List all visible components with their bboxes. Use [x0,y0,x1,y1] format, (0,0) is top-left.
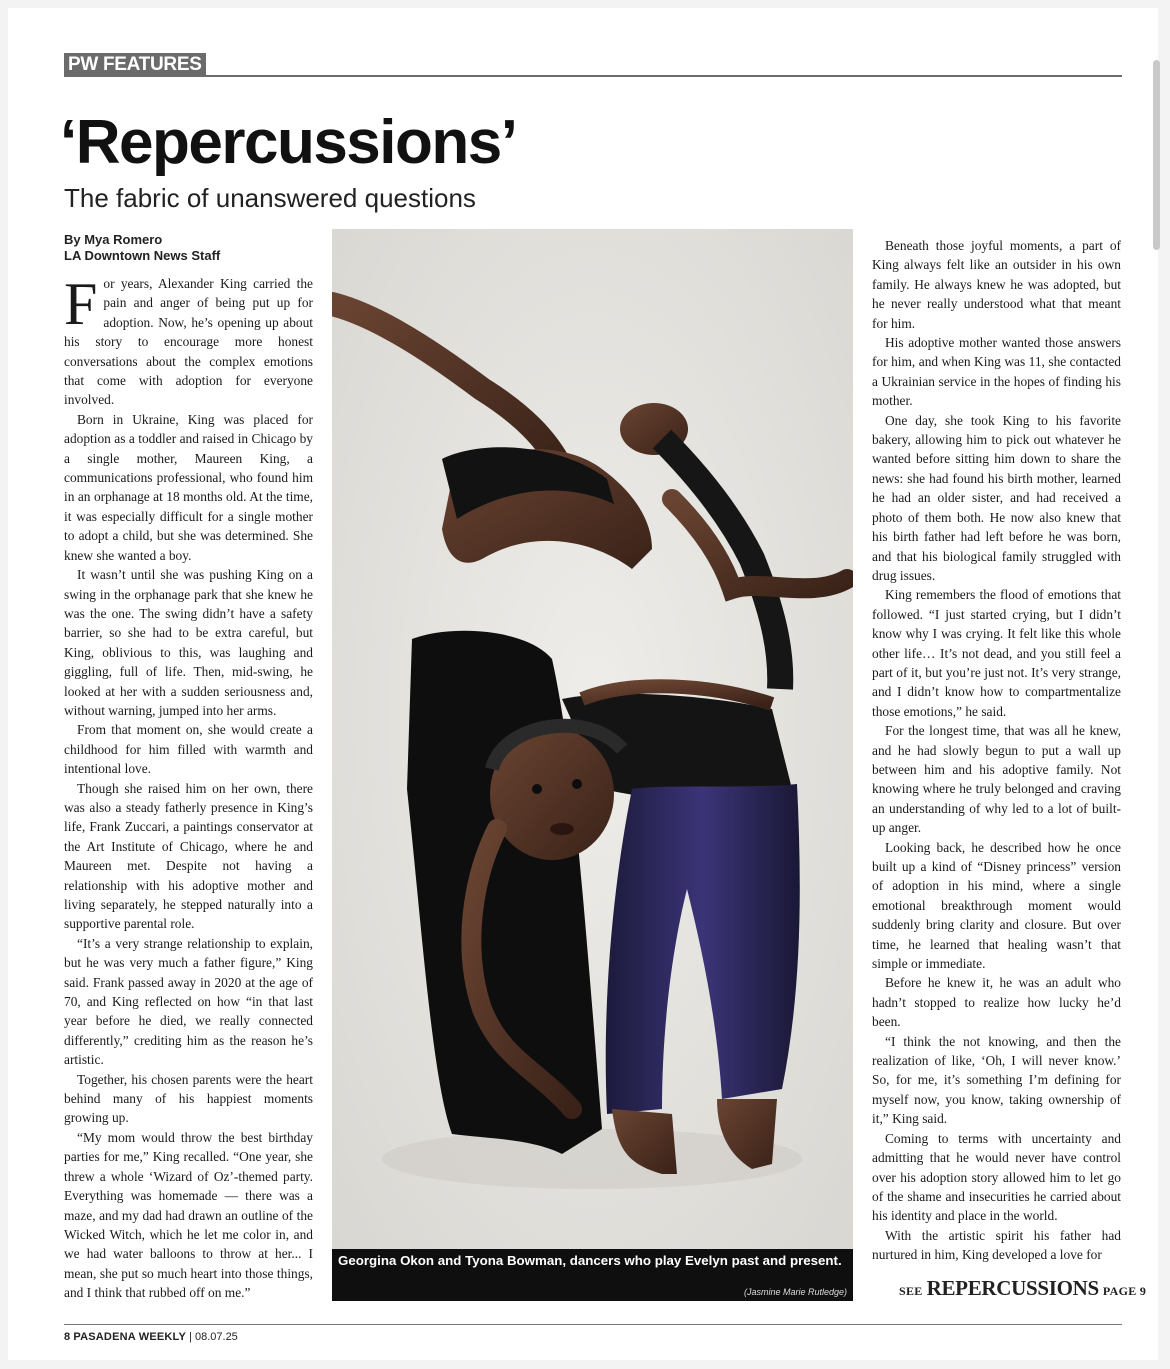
article-paragraph: “My mom would throw the best birthday parties for me,” King recalled. “One year, she threw a whole ‘Wizard of Oz’-themed party. Everything was homemade — there was a maze, and my dad had drawn an outline of the Wicked Witch, which he let me color in, and we had water balloons to throw at her... I mean, she put so much heart into those things, and I think that rubbed off on me.” [64,1129,313,1301]
article-paragraph: Together, his chosen parents were the heart behind many of his happiest moments growing up. [64,1071,313,1126]
drop-cap: F [64,271,98,337]
photo-caption: Georgina Okon and Tyona Bowman, dancers who play Evelyn past and present. [338,1253,842,1268]
page-footer [64,1330,238,1344]
jump-page: PAGE 9 [1102,1284,1147,1298]
newspaper-page [8,8,1158,1360]
jump-see: SEE [899,1284,923,1298]
article-paragraph: For years, Alexander King carried the pain and anger of being put up for adoption. Now, he’s opening up about his story to encourage more honest conversations about the complex emotions that come with adoption for everyone involved. [64,271,313,408]
article-paragraph: “I think the not knowing, and then the realization of like, ‘Oh, I will never know.’ So, for me, it’s something I’m defining for myself now, you know, taking ownership of it,” King said. [872,1033,1121,1127]
photo-caption-bar [332,1249,853,1301]
article-paragraph: Coming to terms with uncertainty and admitting that he would never have control over his adoption story allowed him to let go of the shame and insecurities he carried about his identity and place in the world. [872,1130,1121,1224]
article-column-right [872,236,1121,1265]
article-paragraph: From that moment on, she would create a childhood for him filled with warmth and intentional love. [64,722,313,777]
publication-name: PASADENA WEEKLY [73,1331,186,1343]
article-paragraph: King remembers the flood of emotions that followed. “I just started crying, but I didn’t know why I was crying. It felt like this whole other life… It’s not dead, and you still feel a part of it, but you’re just not. It’s very strange, and I didn’t know how to compartmentalize those emotions,” he said. [872,587,1121,719]
byline-affiliation: LA Downtown News Staff [64,248,221,263]
photo-credit: (Jasmine Marie Rutledge) [743,1287,847,1297]
byline-author: By Mya Romero [64,232,163,247]
article-paragraph: Beneath those joyful moments, a part of King always felt like an outsider in his own family. He always knew he was adopted, but he never really understood what that meant for him. [872,238,1121,331]
article-paragraph: Looking back, he described how he once built up a kind of “Disney princess” version of adoption in his mind, where a single emotional breakthrough moment would suddenly bring clarity and closure. But over time, he learned that healing wasn’t that simple or immediate. [872,839,1121,972]
bottom-rule [64,1324,1122,1325]
article-paragraph: It wasn’t until she was pushing King on a swing in the orphanage park that she knew he was the one. The swing didn’t have a safety barrier, so she had to be extra careful, but King, oblivious to this, was laughing and giggling, full of life. Then, mid-swing, he looked at her with a sudden seriousness and, without warning, jumped into her arms. [64,567,313,718]
article-paragraph: Born in Ukraine, King was placed for adoption as a toddler and raised in Chicago by a single mother, Maureen King, a communications professional, who found him in an orphanage at 18 months old. At the time, it was especially difficult for a single mother to adopt a child, but she was determined. She knew she wanted a boy. [64,411,313,563]
article-paragraph: Before he knew it, he was an adult who hadn’t stopped to realize how lucky he’d been. [872,975,1121,1030]
article-paragraph: With the artistic spirit his father had nurtured in him, King developed a love for [872,1227,1121,1263]
scrollbar-thumb[interactable] [1153,60,1160,250]
subhead: The fabric of unanswered questions [64,183,476,213]
jump-keyword: REPERCUSSIONS [926,1276,1099,1300]
byline [64,232,220,264]
dancers-illustration [332,229,853,1301]
issue-date: 08.07.25 [194,1331,238,1343]
article-paragraph: His adoptive mother wanted those answers for him, and when King was 11, she contacted a Ukrainian service in the hopes of finding his mother. [872,335,1121,409]
headline: ‘Repercussions’ [60,108,517,177]
article-column-left [64,271,313,1303]
top-rule [64,75,1122,77]
dancers-photo [332,229,853,1301]
section-tag: PW FEATURES [64,53,206,77]
article-paragraph: “It’s a very strange relationship to explain, but he was very much a father figure,” King said. Frank passed away in 2020 at the age of 70, and King reflected on how “in that last year before he died, we really connected differently,” crediting him as the reason he’s artistic. [64,935,313,1068]
article-paragraph: For the longest time, that was all he knew, and he had slowly begun to put a wall up between him and his adoptive family. Not knowing where he truly belonged and craving an understanding of why led to a lot of built-up anger. [872,723,1121,836]
article-paragraph: Though she raised him on her own, there was also a steady fatherly presence in King’s life, Frank Zuccari, a paintings conservator at the Art Institute of Chicago, where he and Maureen met. Despite not having a relationship with his adoptive mother and living separately, he stepped naturally into a supportive parental role. [64,780,313,932]
footer-separator: | [189,1331,192,1343]
continued-jump-line[interactable] [899,1276,1146,1301]
article-paragraph: One day, she took King to his favorite bakery, allowing him to pick out whatever he wanted before sitting him down to share the news: she had found his birth mother, learned he had an older sister, and had received a photo of them both. He now also knew that his birth father had left before he was born, and that his biological family struggled with drug issues. [872,412,1121,583]
page-number: 8 [64,1331,71,1343]
